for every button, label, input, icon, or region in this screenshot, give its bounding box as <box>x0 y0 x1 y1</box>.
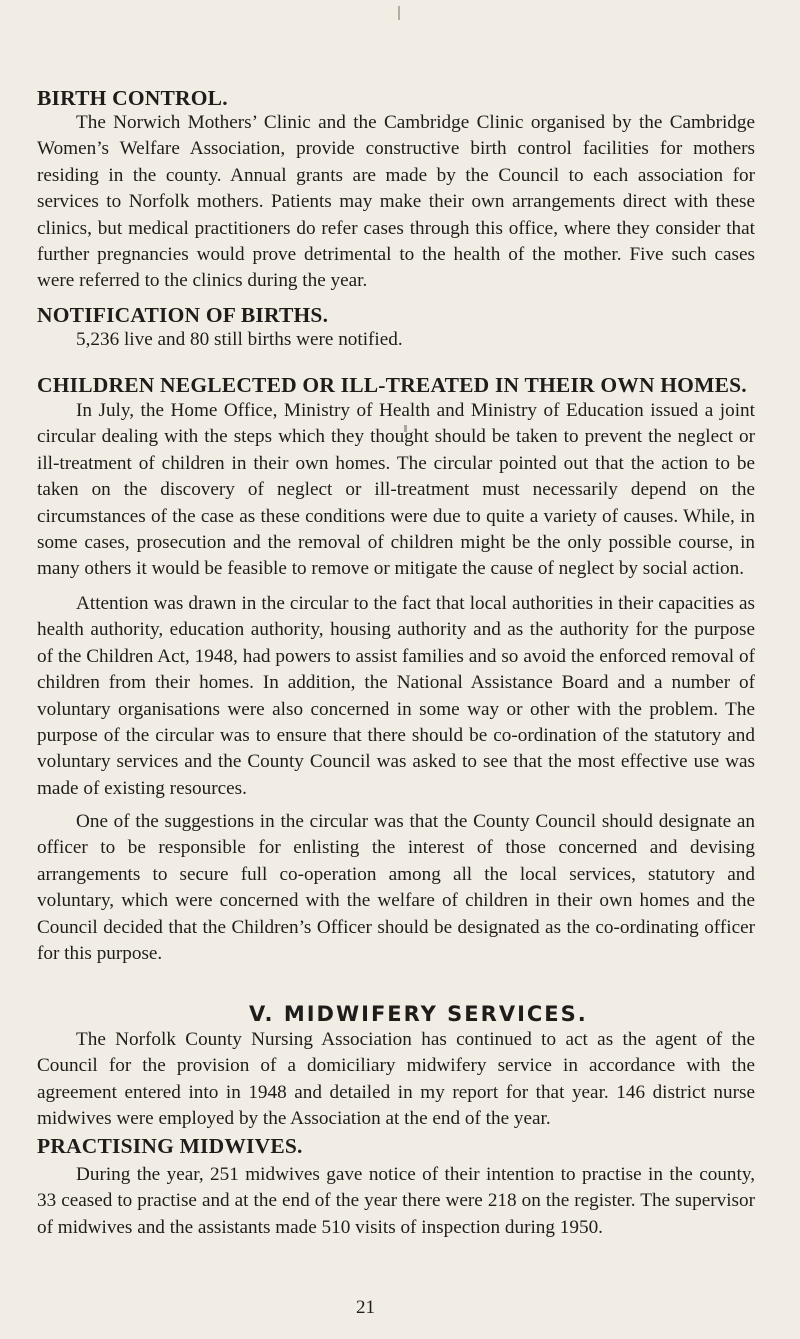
paragraph-children-neglected-1: In July, the Home Office, Ministry of Health and Ministry of Education issued a joint circular dealing with the steps which they thought should be taken to prevent the neglect or ill-treatment of children in their own homes. The circular pointed out that the action to be taken on the discovery of neglect or ill-treatment must necessarily depend on the circumstances of the case as these conditions were due to quite a variety of causes. While, in some cases, prosecution and the removal of children might be the only possible course, in many others it would be feasible to remove or mitigate the cause of neglect by social action. <box>37 400 755 580</box>
heading-birth-control: BIRTH CONTROL. <box>37 86 228 110</box>
paragraph-notification-of-births: 5,236 live and 80 still births were notified. <box>76 329 403 350</box>
paragraph-birth-control: The Norwich Mothers’ Clinic and the Cambridge Clinic organised by the Cambridge Women’s Welfare Association, provide constructive birth control facilities for mothers residing in the county. Annual grants are made by the Council to each association for services to Norfolk mothers. Patients may make their own arrangements direct with these clinics, but medical practitioners do refer cases through this office, where they consider that further pregnancies would prove detrimental to the health of the mother. Five such cases were referred to the clinics during the year. <box>37 112 755 292</box>
page-number: 21 <box>356 1297 375 1318</box>
heading-notification-of-births: NOTIFICATION OF BIRTHS. <box>37 303 329 327</box>
paragraph-midwifery-services: The Norfolk County Nursing Association has continued to act as the agent of the Council for the provision of a domiciliary midwifery service in accordance with the agreement entered into in 1948 and detailed in my report for that year. 146 district nurse midwives were employed by the Association at the end of the year. <box>37 1029 755 1130</box>
paragraph-children-neglected-3: One of the suggestions in the circular was that the County Council should designate an officer to be responsible for enlisting the interest of those concerned and devising arrangements to secure full co-operation among all the local services, statutory and voluntary, which were concerned with the welfare of children in their own homes and the Council decided that the Children’s Officer should be designated as the co-ordinating officer for this purpose. <box>37 811 755 965</box>
heading-midwifery-services: V. MIDWIFERY SERVICES. <box>249 1002 588 1026</box>
heading-children-neglected: CHILDREN NEGLECTED OR ILL-TREATED IN THEIR OWN HOMES. <box>37 373 747 397</box>
paragraph-practising-midwives: During the year, 251 midwives gave notice of their intention to practise in the county, 33 ceased to practise and at the end of the year there were 218 on the register. The supervisor of midwives and the assistants made 510 visits of inspection during 1950. <box>37 1164 755 1238</box>
paragraph-children-neglected-2: Attention was drawn in the circular to the fact that local authorities in their capacities as health authority, education authority, housing authority and as the authority for the purpose of the Children Act, 1948, had powers to assist families and so avoid the enforced removal of children from their homes. In addition, the National Assistance Board and a number of voluntary organisations were also concerned in some way or other with the problem. The purpose of the circular was to ensure that there should be co-ordination of the statutory and voluntary services and the County Council was asked to see that the most effective use was made of existing resources. <box>37 593 755 799</box>
scan-speck <box>398 6 400 20</box>
heading-practising-midwives: PRACTISING MIDWIVES. <box>37 1134 303 1158</box>
